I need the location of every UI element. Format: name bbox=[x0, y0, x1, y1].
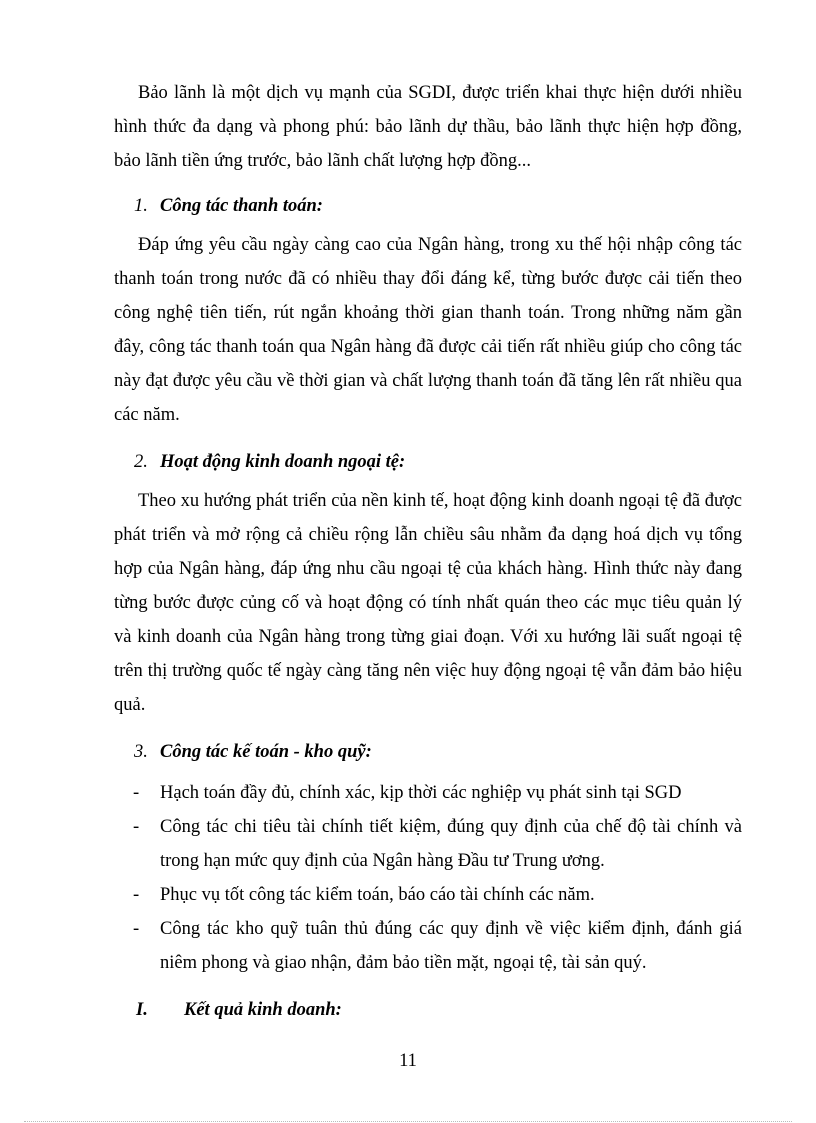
section-heading-business-results bbox=[136, 998, 342, 1022]
list-item-text: Công tác chi tiêu tài chính tiết kiệm, đúng quy định của chế độ tài chính và trong hạn mức quy định của Ngân hàng Đầu tư Trung ương. bbox=[160, 817, 742, 871]
section-heading-accounting bbox=[134, 740, 372, 764]
list-item bbox=[133, 912, 742, 980]
list-item-text: Công tác kho quỹ tuân thủ đúng các quy định về việc kiểm định, đánh giá niêm phong và giao nhận, đảm bảo tiền mặt, ngoại tệ, tài sản quý. bbox=[160, 919, 742, 973]
dash-marker: - bbox=[133, 885, 140, 905]
section-number: 1. bbox=[134, 196, 148, 216]
list-item-text: Hạch toán đầy đủ, chính xác, kịp thời các nghiệp vụ phát sinh tại SGD bbox=[160, 783, 682, 803]
list-item-text: Phục vụ tốt công tác kiểm toán, báo cáo tài chính các năm. bbox=[160, 885, 595, 905]
dash-marker: - bbox=[133, 817, 140, 837]
section-number: 2. bbox=[134, 452, 148, 472]
section-number: I. bbox=[136, 1000, 148, 1020]
section-title: Công tác thanh toán: bbox=[160, 196, 323, 216]
dash-marker: - bbox=[133, 783, 140, 803]
section-number: 3. bbox=[134, 742, 148, 762]
list-item bbox=[133, 776, 742, 810]
section-heading-forex bbox=[134, 450, 405, 474]
accounting-bullet-list bbox=[133, 776, 742, 980]
section-title: Công tác kế toán - kho quỹ: bbox=[160, 742, 372, 762]
list-item bbox=[133, 878, 742, 912]
dash-marker: - bbox=[133, 919, 140, 939]
page-number: 11 bbox=[399, 1051, 417, 1071]
footer-divider bbox=[24, 1121, 792, 1122]
forex-paragraph: Theo xu hướng phát triển của nền kinh tế, hoạt động kinh doanh ngoại tệ đã được phát triển và mở rộng cả chiều rộng lẫn chiều sâu nhằm đa dạng hoá dịch vụ tổng hợp của Ngân hàng, đáp ứng nhu cầu ngoại tệ của khách hàng. Hình thức này đang từng bước được củng cố và hoạt động có tính nhất quán theo các mục tiêu quản lý và kinh doanh của Ngân hàng trong từng giai đoạn. Với xu hướng lãi suất ngoại tệ trên thị trường quốc tế ngày càng tăng nên việc huy động ngoại tệ vẫn đảm bảo hiệu quả. bbox=[114, 491, 742, 715]
intro-paragraph: Bảo lãnh là một dịch vụ mạnh của SGDI, được triển khai thực hiện dưới nhiều hình thức đa dạng và phong phú: bảo lãnh dự thầu, bảo lãnh thực hiện hợp đồng, bảo lãnh tiền ứng trước, bảo lãnh chất lượng hợp đồng... bbox=[114, 83, 742, 171]
list-item bbox=[133, 810, 742, 878]
payment-paragraph: Đáp ứng yêu cầu ngày càng cao của Ngân hàng, trong xu thế hội nhập công tác thanh toán trong nước đã có nhiều thay đổi đáng kể, từng bước được cải tiến theo công nghệ tiên tiến, rút ngắn khoảng thời gian thanh toán. Trong những năm gần đây, công tác thanh toán qua Ngân hàng đã được cải tiến rất nhiều giúp cho công tác này đạt được yêu cầu về thời gian và chất lượng thanh toán đã tăng lên rất nhiều qua các năm. bbox=[114, 235, 742, 425]
section-heading-payment bbox=[134, 194, 323, 218]
section-title: Kết quả kinh doanh: bbox=[184, 1000, 342, 1020]
section-title: Hoạt động kinh doanh ngoại tệ: bbox=[160, 452, 406, 472]
